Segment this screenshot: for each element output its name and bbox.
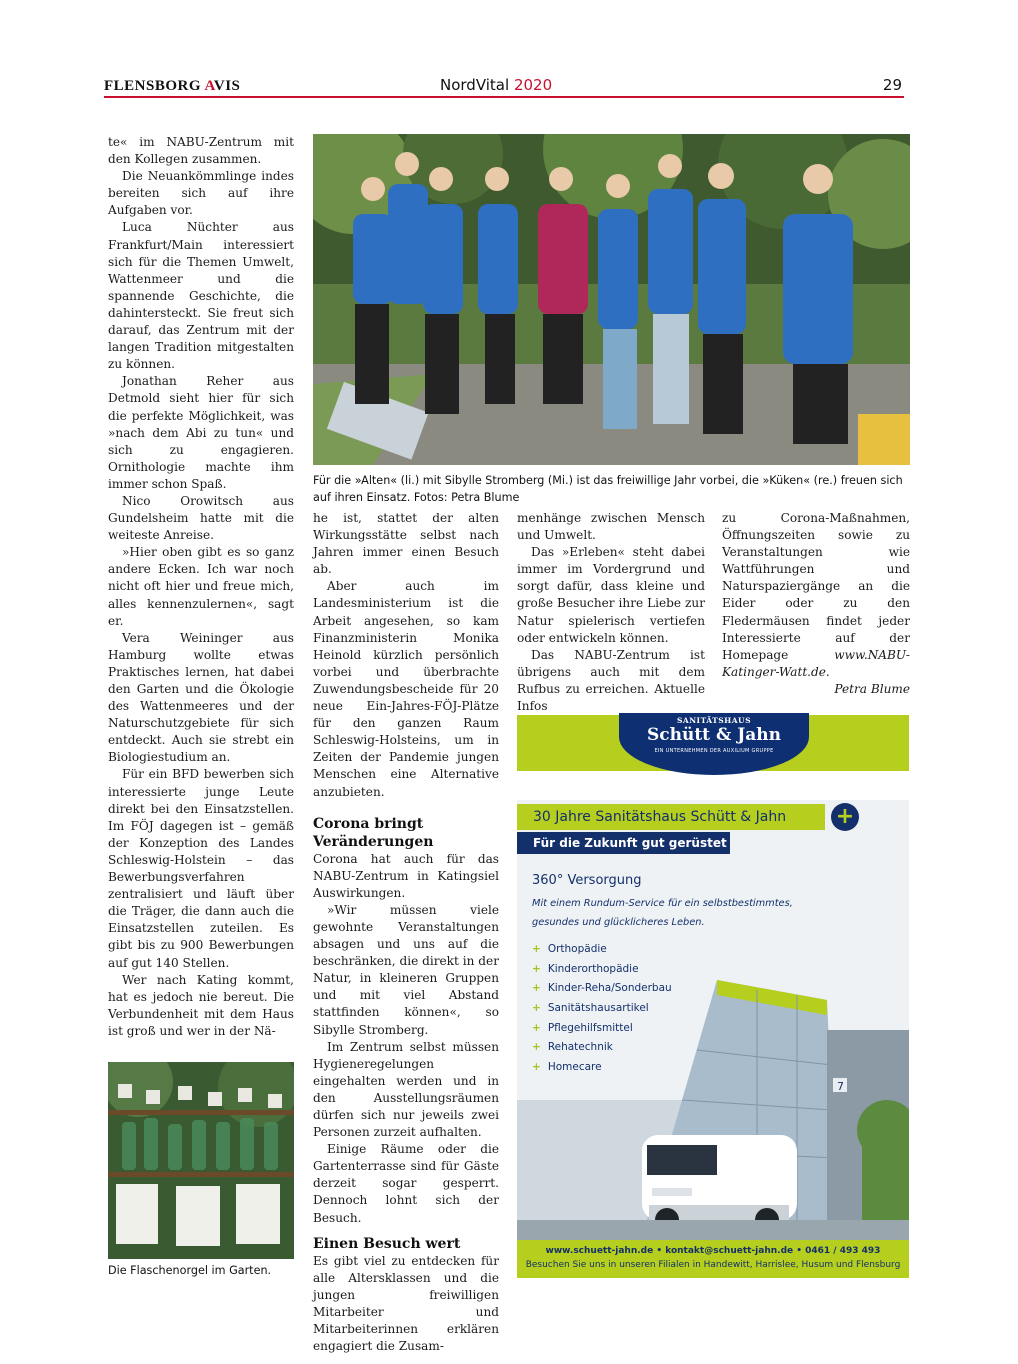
paragraph: Die Neuankömmlinge indes bereiten sich auf ihre Aufgaben vor. — [108, 169, 294, 218]
author-signature: Petra Blume — [834, 681, 910, 696]
paragraph: te« im NABU-Zentrum mit den Kollegen zusammen. — [108, 135, 294, 167]
plus-icon: + — [532, 962, 541, 975]
paragraph: »Wir müssen viele gewohnte Veranstaltungen absagen und uns auf die beschränken, die direkt in der Natur, in kleineren Gruppen und mit viel Abstand stattfinden können«, so Sibylle Stromberg. — [313, 902, 499, 1037]
paragraph: Das NABU-Zentrum ist übrigens auch mit dem Rufbus zu erreichen. Aktuelle Infos — [517, 647, 705, 714]
plus-icon: + — [831, 803, 859, 831]
list-item: + Kinderorthopädie — [532, 962, 639, 975]
list-item: + Pflegehilfsmittel — [532, 1021, 633, 1034]
plus-icon: + — [532, 1002, 541, 1015]
ad-description: Mit einem Rundum-Service für ein selbstbestimmtes, gesundes und glücklicheres Leben. — [532, 898, 793, 928]
logo-line-group: EIN UNTERNEHMEN DER AUXILIUM GRUPPE — [654, 748, 774, 754]
page-number: 29 — [882, 76, 902, 94]
paragraph: Vera Weininger aus Hamburg wollte etwas Praktisches lernen, hat dabei den Garten und die Ökologie des Wattenmeeres und der Naturschutzgebiete für sich entdeckt. Auch sie strebt ein Biologiestudium an. — [108, 630, 294, 765]
newspaper-logo: FLENSBORG AVIS — [104, 78, 241, 94]
list-item: + Sanitätshausartikel — [532, 1002, 649, 1015]
plus-icon: + — [532, 1041, 541, 1054]
subheading-corona: Corona bringt Veränderungen — [313, 815, 434, 850]
list-item: + Homecare — [532, 1061, 602, 1074]
ad-footer — [517, 1240, 909, 1278]
plus-icon: + — [532, 1061, 541, 1074]
article-column-4 — [722, 510, 910, 698]
sanitaetshaus-main-ad[interactable] — [517, 800, 909, 1278]
building-number: 7 — [837, 1080, 844, 1093]
bottle-organ-illustration — [108, 1062, 294, 1259]
header-rule — [104, 96, 904, 98]
article-column-2 — [313, 510, 499, 1355]
paragraph: Das »Erleben« steht dabei immer im Vordergrund und sorgt dafür, dass kleine und große Besucher ihre Liebe zur Natur spielerisch vertiefen oder entwickeln können. — [517, 545, 705, 645]
bottle-organ-photo — [108, 1062, 294, 1259]
list-item: + Orthopädie — [532, 943, 607, 955]
ad-contact-line[interactable]: www.schuett-jahn.de • kontakt@schuett-jahn.de • 0461 / 493 493 — [545, 1246, 881, 1256]
plus-icon: + — [532, 1021, 541, 1034]
subheading-visit: Einen Besuch wert — [313, 1235, 461, 1252]
ad-subheadline: Für die Zukunft gut gerüstet — [517, 832, 730, 854]
list-item: + Rehatechnik — [532, 1041, 613, 1054]
group-photo-caption: Für die »Alten« (li.) mit Sibylle Stromberg (Mi.) ist das freiwillige Jahr vorbei, die »Küken« (re.) freuen sich auf ihren Einsatz. Fotos: Petra Blume — [313, 474, 903, 504]
paragraph: Jonathan Reher aus Detmold sieht hier für sich die perfekte Möglichkeit, was »nach dem Abi zu tun« und sich zu engagieren. Ornithologie machte ihm immer schon Spaß. — [108, 374, 294, 491]
article-column-3 — [517, 510, 705, 715]
ad-services-list — [532, 940, 672, 1078]
sanitaetshaus-logo-badge — [619, 713, 809, 775]
paragraph: zu Corona-Maßnahmen, Öffnungszeiten sowie zu Veranstaltungen wie Wattführungen und Naturspaziergänge an die Eider oder zu den Fledermäusen findet jeder Interessierte auf der Homepage www.NABU-Katinger-Watt.de. — [722, 511, 910, 679]
paragraph: Nico Orowitsch aus Gundelsheim hatte mit die weiteste Anreise. — [108, 493, 294, 543]
ad-section-title: 360° Versorgung — [532, 873, 642, 888]
group-photo — [313, 134, 910, 465]
list-item: + Kinder-Reha/Sonderbau — [532, 982, 672, 995]
sanitaetshaus-banner-ad[interactable] — [517, 715, 909, 771]
logo-line-sanitaetshaus: SANITÄTSHAUS — [676, 716, 752, 725]
paragraph: Wer nach Kating kommt, hat es jedoch nie bereut. Die Verbundenheit mit dem Haus ist groß und wer in der Nä- — [108, 972, 294, 1038]
homepage-link[interactable]: www.NABU-Katinger-Watt.de. — [722, 647, 910, 679]
paragraph: Aber auch im Landesministerium ist die Arbeit angesehen, so kam Finanzministerin Monika Heinold kürzlich persönlich vorbei und überbrachte Zuwendungsbescheide für 20 neue Ein-Jahres-FÖJ-Plätze für den ganzen Raum Schleswig-Holsteins, um in Zeiten der Pandemie jungen Menschen eine Alternative anzubieten. — [313, 579, 499, 799]
paragraph: Es gibt viel zu entdecken für alle Altersklassen und die jungen freiwilligen Mitarbeiter und Mitarbeiterinnen erklären engagiert die Zusam- — [313, 1253, 499, 1354]
paragraph: Für ein BFD bewerben sich interessierte junge Leute direkt bei den Einsatzstellen. Im FÖJ dagegen ist – gemäß der Konzeption des Landes Schleswig-Holstein – das Bewerbungsverfahren zentralisiert und läuft über die Träger, die dann auch die Einsatzstellen zuteilen. Es gibt bis zu 900 Bewerbungen auf gut 140 Stellen. — [108, 767, 294, 970]
plus-icon: + — [532, 943, 541, 955]
article-column-1 — [108, 134, 294, 1040]
paragraph: Im Zentrum selbst müssen Hygieneregelungen eingehalten werden und in den Ausstellungsräumen dürfen sich nur jeweils zwei Personen zurzeit aufhalten. — [313, 1039, 499, 1140]
paragraph: he ist, stattet der alten Wirkungsstätte selbst nach Jahren immer einen Besuch ab. — [313, 511, 499, 577]
group-photo-illustration — [313, 134, 910, 465]
paragraph: Luca Nüchter aus Frankfurt/Main interessiert sich für die Themen Umwelt, Wattenmeer und die spannende Geschichte, die dahintersteckt. Sie freut sich darauf, das Zentrum mit der langen Tradition mitgestalten zu können. — [108, 220, 294, 372]
ad-branches-line: Besuchen Sie uns in unseren Filialen in Handewitt, Harrislee, Husum und Flensburg — [525, 1260, 901, 1270]
plus-icon: + — [532, 982, 541, 995]
ad-headline: 30 Jahre Sanitätshaus Schütt & Jahn — [517, 804, 825, 830]
paragraph: menhänge zwischen Mensch und Umwelt. — [517, 511, 705, 543]
paragraph: Einige Räume oder die Gartenterrasse sind für Gäste derzeit sogar gesperrt. Dennoch lohnt sich der Besuch. — [313, 1142, 499, 1225]
section-title: NordVital 2020 — [440, 76, 553, 94]
logo-line-brand: Schütt & Jahn — [646, 725, 782, 745]
bottle-organ-caption: Die Flaschenorgel im Garten. — [108, 1264, 272, 1277]
paragraph: Corona hat auch für das NABU-Zentrum in Katingsiel Auswirkungen. — [313, 851, 499, 900]
paragraph: »Hier oben gibt es so ganz andere Ecken. Ich war noch nicht oft hier und freue mich, alles kennenzulernen«, sagt er. — [108, 545, 294, 628]
